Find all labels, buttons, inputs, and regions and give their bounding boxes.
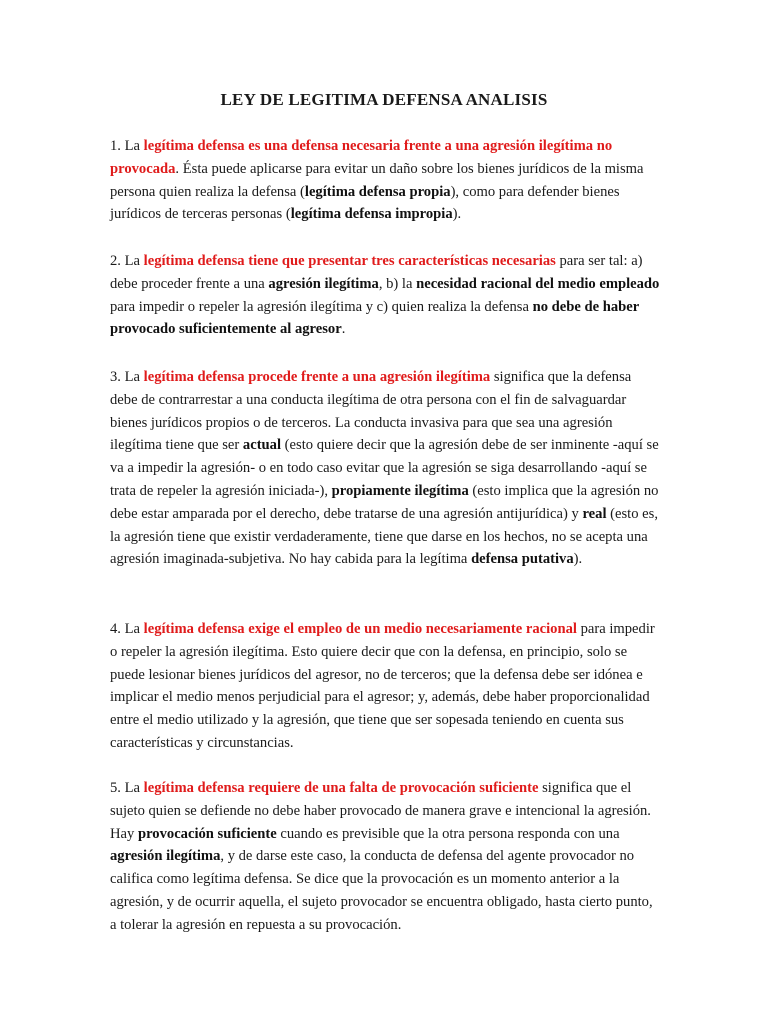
body-text: (esto quiere decir que la agresión debe de ser inminente -aquí se va a impedir la agresión- o en todo caso evitar que la agresión se siga desarrollando -aquí se trata de repeler la agresión iniciada-), <box>110 437 659 499</box>
highlighted-text: legítima defensa tiene que presentar tres características necesarias <box>143 253 556 269</box>
body-text: para ser tal: a) debe proceder frente a una <box>110 253 643 292</box>
paragraph-1 <box>110 135 662 226</box>
paragraph-number: 3. La <box>110 369 140 385</box>
body-text: ), como para defender bienes jurídicos de terceras personas ( <box>110 183 620 223</box>
body-text: . <box>341 321 346 338</box>
paragraph-5 <box>110 777 662 937</box>
body-text: significa que el sujeto quien se defiende no debe haber provocado de manera grave e intencional la agresión. Hay <box>110 780 651 842</box>
body-text: significa que la defensa debe de contrarrestar a una conducta ilegítima de otra persona con el fin de salvaguardar bienes jurídicos propios o de terceros. La conducta invasiva para que sea una agresión ilegítima tiene que ser <box>110 369 632 454</box>
bold-text: actual <box>242 437 282 454</box>
highlighted-text: legítima defensa procede frente a una agresión ilegítima <box>143 369 491 385</box>
body-text: para impedir o repeler la agresión ilegítima. Esto quiere decir que con la defensa, en principio, solo se puede lesionar bienes jurídicos del agresor, no de terceros; que la defensa debe ser idónea e implicar el medio menos perjudicial para el agresor; y, además, debe haber proporcionalidad entre el medio utilizado y la agresión, que tiene que ser sopesada teniendo en cuenta sus características y circunstancias. <box>110 621 655 751</box>
document-title: LEY DE LEGITIMA DEFENSA ANALISIS <box>220 90 548 109</box>
bold-text: necesidad racional del medio empleado <box>416 275 660 292</box>
bold-text: agresión ilegítima <box>110 848 221 865</box>
body-text: , y de darse este caso, la conducta de defensa del agente provocador no califica como legítima defensa. Se dice que la provocación es un momento anterior a la agresión, y de ocurrir aquella, el sujeto provocador se encuentra obligado, hasta cierto punto, a tolerar la agresión en repuesta a su provocación. <box>110 848 653 933</box>
paragraph-number: 2. La <box>110 253 140 269</box>
body-text: cuando es previsible que la otra persona responda con una <box>276 825 620 842</box>
highlighted-text: legítima defensa exige el empleo de un medio necesariamente racional <box>143 621 577 637</box>
paragraph-number: 4. La <box>110 621 140 637</box>
body-text: , b) la <box>378 275 417 292</box>
body-text: (esto implica que la agresión no debe estar amparada por el derecho, debe tratarse de una agresión antijurídica) y <box>110 482 659 522</box>
bold-text: agresión ilegítima <box>268 275 379 292</box>
highlighted-text: legítima defensa es una defensa necesaria frente a una agresión ilegítima no provocada <box>110 138 613 177</box>
body-text: ). <box>573 551 583 568</box>
bold-text: legítima defensa impropia <box>290 206 453 223</box>
body-text: (esto es, la agresión tiene que existir verdaderamente, tiene que darse en los hechos, no se acepta una agresión imaginada-subjetiva. No hay cabida para la legítima <box>110 505 658 568</box>
paragraph-4 <box>110 618 662 755</box>
body-text: para impedir o repeler la agresión ilegítima y c) quien realiza la defensa <box>110 298 533 315</box>
paragraph-number: 5. La <box>110 780 140 796</box>
paragraph-number: 1. La <box>110 138 140 154</box>
bold-text: provocación suficiente <box>137 825 277 842</box>
bold-text: defensa putativa <box>471 551 574 568</box>
bold-text: real <box>582 505 607 522</box>
bold-text: propiamente ilegítima <box>331 482 469 499</box>
body-text: ). <box>452 206 462 223</box>
body-text: . Ésta puede aplicarse para evitar un daño sobre los bienes jurídicos de la misma persona quien realiza la defensa ( <box>110 160 644 200</box>
paragraph-2 <box>110 250 662 341</box>
bold-text: legítima defensa propia <box>304 183 451 200</box>
bold-text: no debe de haber provocado suficientemente al agresor <box>110 298 639 338</box>
highlighted-text: legítima defensa requiere de una falta de provocación suficiente <box>143 780 539 796</box>
paragraph-3 <box>110 366 662 571</box>
